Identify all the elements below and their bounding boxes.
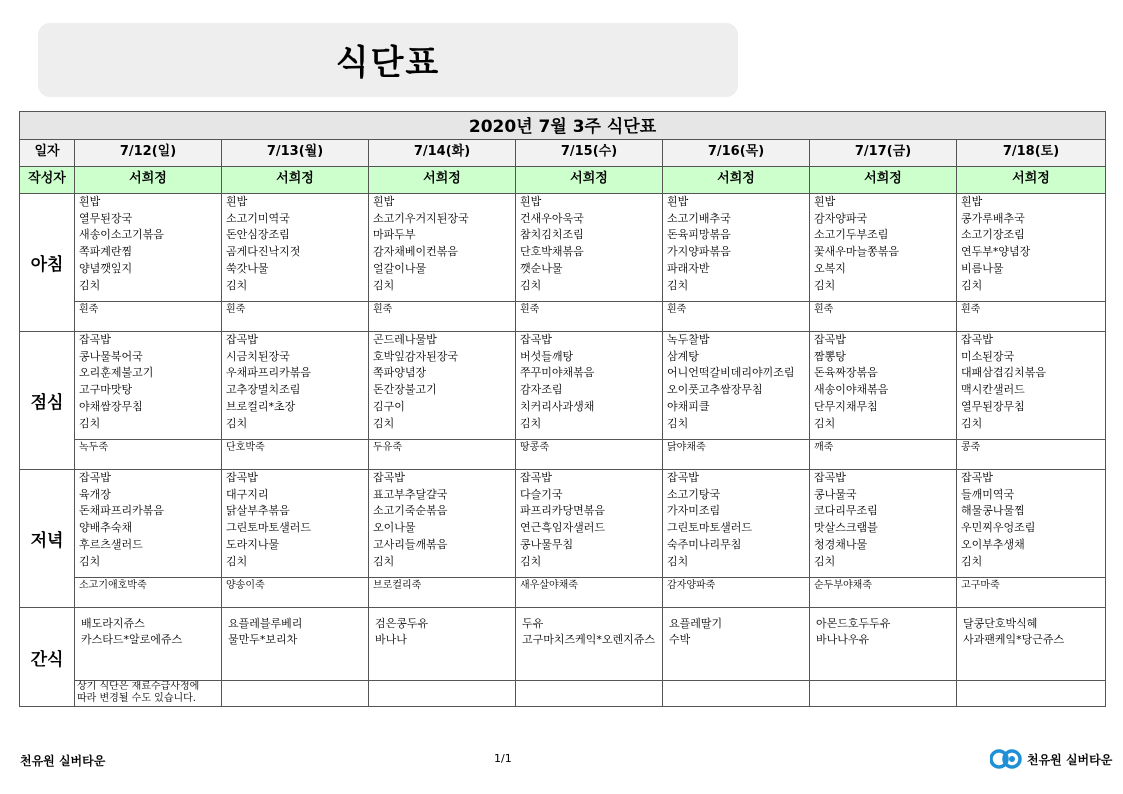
author-cell: 서희정 (663, 167, 810, 194)
author-cell: 서희정 (516, 167, 663, 194)
dinner-menu-cell-text: 잡곡밥 콩나물국 코다리무조림 맛살스크램블 청경채나물 김치 (814, 471, 878, 568)
breakfast-menu-cell (663, 194, 810, 302)
breakfast-menu-cell (516, 194, 663, 302)
lunch-porridge-cell (369, 440, 516, 470)
breakfast-porridge-cell-text: 흰죽 (373, 304, 393, 315)
lunch-menu-cell (810, 332, 957, 440)
author-cell: 서희정 (222, 167, 369, 194)
menu-table (19, 111, 1106, 707)
snack-menu-cell-text: 요플레블루베리 물만두*보리차 (228, 617, 303, 646)
breakfast-menu-cell-text: 흰밥 콩가루배추국 소고기장조림 연두부*양념장 비름나물 김치 (961, 195, 1031, 292)
empty-note-cell (810, 681, 957, 707)
breakfast-menu-cell (222, 194, 369, 302)
lunch-porridge-cell (957, 440, 1106, 470)
date-cell: 7/15(수) (516, 140, 663, 167)
breakfast-menu-cell-text: 흰밥 소고기우거지된장국 마파두부 감자채베이컨볶음 얼갈이나물 김치 (373, 195, 469, 292)
breakfast-porridge-cell (369, 302, 516, 332)
lunch-label: 점심 (20, 332, 75, 470)
dinner-menu-cell-text: 잡곡밥 표고부추달걀국 소고기죽순볶음 오이나물 고사리들깨볶음 김치 (373, 471, 448, 568)
breakfast-menu-cell-text: 흰밥 소고기미역국 돈안심장조림 곰게다진낙지젓 쑥갓나물 김치 (226, 195, 301, 292)
dinner-menu-cell (369, 470, 516, 578)
lunch-porridge-cell (75, 440, 222, 470)
note-cell-text: 상기 식단은 재료수급사정에 따라 변경될 수도 있습니다. (77, 681, 200, 704)
date-cell: 7/12(일) (75, 140, 222, 167)
dinner-menu-cell (75, 470, 222, 578)
dinner-menu-cell (663, 470, 810, 578)
author-cell: 서희정 (75, 167, 222, 194)
dinner-porridge-cell (75, 578, 222, 608)
lunch-porridge-cell-text: 땅콩죽 (520, 442, 549, 453)
lunch-menu-cell (957, 332, 1106, 440)
snack-menu-cell (663, 608, 810, 681)
note-cell (75, 681, 222, 707)
lunch-menu-cell (369, 332, 516, 440)
breakfast-porridge-cell-text: 흰죽 (79, 304, 99, 315)
breakfast-porridge-cell-text: 흰죽 (814, 304, 834, 315)
dinner-menu-cell (957, 470, 1106, 578)
dinner-porridge-cell (810, 578, 957, 608)
lunch-porridge-cell (222, 440, 369, 470)
author-label: 작성자 (20, 167, 75, 194)
lunch-menu-cell-text: 잡곡밥 짬뽕탕 돈육짜장볶음 새송이야채볶음 단무지채무침 김치 (814, 333, 889, 430)
dinner-porridge-cell (222, 578, 369, 608)
dinner-porridge-cell-text: 소고기애호박죽 (79, 580, 147, 591)
snack-label: 간식 (20, 608, 75, 707)
breakfast-porridge-cell-text: 흰죽 (667, 304, 687, 315)
table-title: 2020년 7월 3주 식단표 (20, 112, 1106, 140)
breakfast-porridge-cell (957, 302, 1106, 332)
breakfast-porridge-cell (663, 302, 810, 332)
dinner-porridge-cell-text: 양송이죽 (226, 580, 265, 591)
empty-note-cell (369, 681, 516, 707)
breakfast-menu-cell-text: 흰밥 열무된장국 새송이소고기볶음 쪽파계란찜 양념깻잎지 김치 (79, 195, 165, 292)
breakfast-menu-cell (369, 194, 516, 302)
dinner-label: 저녁 (20, 470, 75, 608)
footer-logo (990, 746, 1112, 772)
dinner-menu-cell-text: 잡곡밥 육개장 돈채파프리카볶음 양배추숙채 후르츠샐러드 김치 (79, 471, 165, 568)
lunch-porridge-cell-text: 녹두죽 (79, 442, 108, 453)
snack-menu-cell (75, 608, 222, 681)
lunch-porridge-cell-text: 콩죽 (961, 442, 981, 453)
snack-menu-cell-text: 아몬드호두두유 바나나우유 (816, 617, 891, 646)
breakfast-menu-cell (75, 194, 222, 302)
dinner-porridge-cell-text: 순두부야채죽 (814, 580, 872, 591)
dinner-porridge-cell-text: 브로컬리죽 (373, 580, 422, 591)
silver-town-logo-icon (990, 746, 1024, 772)
breakfast-label: 아침 (20, 194, 75, 332)
empty-note-cell (222, 681, 369, 707)
breakfast-menu-cell-text: 흰밥 소고기배추국 돈육피망볶음 가지양파볶음 파래자반 김치 (667, 195, 731, 292)
author-cell: 서희정 (369, 167, 516, 194)
breakfast-porridge-cell (516, 302, 663, 332)
empty-note-cell (663, 681, 810, 707)
breakfast-menu-cell-text: 흰밥 건새우아욱국 참치김치조림 단호박채볶음 깻순나물 김치 (520, 195, 584, 292)
breakfast-menu-cell (810, 194, 957, 302)
date-cell: 7/13(월) (222, 140, 369, 167)
breakfast-porridge-cell-text: 흰죽 (226, 304, 246, 315)
snack-menu-cell-text: 배도라지쥬스 카스타드*알로에쥬스 (81, 617, 183, 646)
lunch-menu-cell (516, 332, 663, 440)
lunch-porridge-cell (663, 440, 810, 470)
title-banner (38, 23, 738, 97)
date-cell: 7/16(목) (663, 140, 810, 167)
lunch-menu-cell (75, 332, 222, 440)
snack-menu-cell-text: 달콩단호박식혜 사과팬케잌*당근쥬스 (963, 617, 1065, 646)
snack-menu-cell (222, 608, 369, 681)
lunch-porridge-cell-text: 두유죽 (373, 442, 402, 453)
empty-note-cell (957, 681, 1106, 707)
footer-page-number: 1/1 (494, 752, 512, 765)
page-title: 식단표 (335, 43, 441, 83)
dinner-menu-cell-text: 잡곡밥 다슬기국 파프리카당면볶음 연근흑임자샐러드 콩나물무침 김치 (520, 471, 606, 568)
dinner-porridge-cell (369, 578, 516, 608)
lunch-porridge-cell-text: 깨죽 (814, 442, 834, 453)
dinner-porridge-cell (957, 578, 1106, 608)
dinner-porridge-cell-text: 고구마죽 (961, 580, 1000, 591)
snack-menu-cell (516, 608, 663, 681)
lunch-porridge-cell-text: 단호박죽 (226, 442, 265, 453)
breakfast-porridge-cell (810, 302, 957, 332)
date-label: 일자 (20, 140, 75, 167)
snack-menu-cell (957, 608, 1106, 681)
lunch-porridge-cell (810, 440, 957, 470)
snack-menu-cell-text: 요플레딸기 수박 (669, 617, 723, 646)
snack-menu-cell (369, 608, 516, 681)
lunch-menu-cell (222, 332, 369, 440)
lunch-menu-cell-text: 곤드레나물밥 호박잎감자된장국 쪽파양념장 돈간장불고기 김구이 김치 (373, 333, 459, 430)
lunch-menu-cell-text: 잡곡밥 콩나물북어국 오리훈제불고기 고구마맛탕 야채쌈장무침 김치 (79, 333, 154, 430)
lunch-porridge-cell (516, 440, 663, 470)
lunch-menu-cell-text: 잡곡밥 미소된장국 대패삼겹김치볶음 맥시칸샐러드 열무된장무침 김치 (961, 333, 1047, 430)
date-cell: 7/17(금) (810, 140, 957, 167)
dinner-porridge-cell (516, 578, 663, 608)
breakfast-menu-cell (957, 194, 1106, 302)
footer-org-name: 천유원 실버타운 (20, 754, 106, 768)
lunch-porridge-cell-text: 닭야채죽 (667, 442, 706, 453)
dinner-menu-cell-text: 잡곡밥 대구지리 닭살부추볶음 그린토마토샐러드 도라지나물 김치 (226, 471, 312, 568)
breakfast-porridge-cell-text: 흰죽 (961, 304, 981, 315)
author-cell: 서희정 (810, 167, 957, 194)
date-cell: 7/14(화) (369, 140, 516, 167)
dinner-menu-cell-text: 잡곡밥 들깨미역국 해물콩나물찜 우민찌우엉조림 오이부추생채 김치 (961, 471, 1036, 568)
breakfast-porridge-cell (75, 302, 222, 332)
lunch-menu-cell-text: 잡곡밥 버섯들깨탕 쭈꾸미야채볶음 감자조림 치커리사과생채 김치 (520, 333, 595, 430)
dinner-porridge-cell-text: 감자양파죽 (667, 580, 716, 591)
breakfast-menu-cell-text: 흰밥 감자양파국 소고기두부조림 꽃새우마늘쫑볶음 오복지 김치 (814, 195, 900, 292)
lunch-menu-cell-text: 녹두찰밥 삼계탕 어니언떡갈비데리야끼조림 오이풋고추쌈장무침 야채피클 김치 (667, 333, 795, 430)
lunch-menu-cell (663, 332, 810, 440)
dinner-menu-cell (516, 470, 663, 578)
breakfast-porridge-cell-text: 흰죽 (520, 304, 540, 315)
date-cell: 7/18(토) (957, 140, 1106, 167)
dinner-porridge-cell-text: 새우살야채죽 (520, 580, 578, 591)
snack-menu-cell-text: 검은콩두유 바나나 (375, 617, 429, 646)
footer-logo-text: 천유원 실버타운 (1027, 752, 1113, 767)
dinner-porridge-cell (663, 578, 810, 608)
author-cell: 서희정 (957, 167, 1106, 194)
snack-menu-cell-text: 두유 고구마치즈케익*오렌지쥬스 (522, 617, 656, 646)
lunch-menu-cell-text: 잡곡밥 시금치된장국 우채파프리카볶음 고추장멸치조림 브로컬리*초장 김치 (226, 333, 312, 430)
snack-menu-cell (810, 608, 957, 681)
dinner-menu-cell (222, 470, 369, 578)
dinner-menu-cell-text: 잡곡밥 소고기탕국 가자미조림 그린토마토샐러드 숙주미나리무침 김치 (667, 471, 753, 568)
dinner-menu-cell (810, 470, 957, 578)
breakfast-porridge-cell (222, 302, 369, 332)
empty-note-cell (516, 681, 663, 707)
